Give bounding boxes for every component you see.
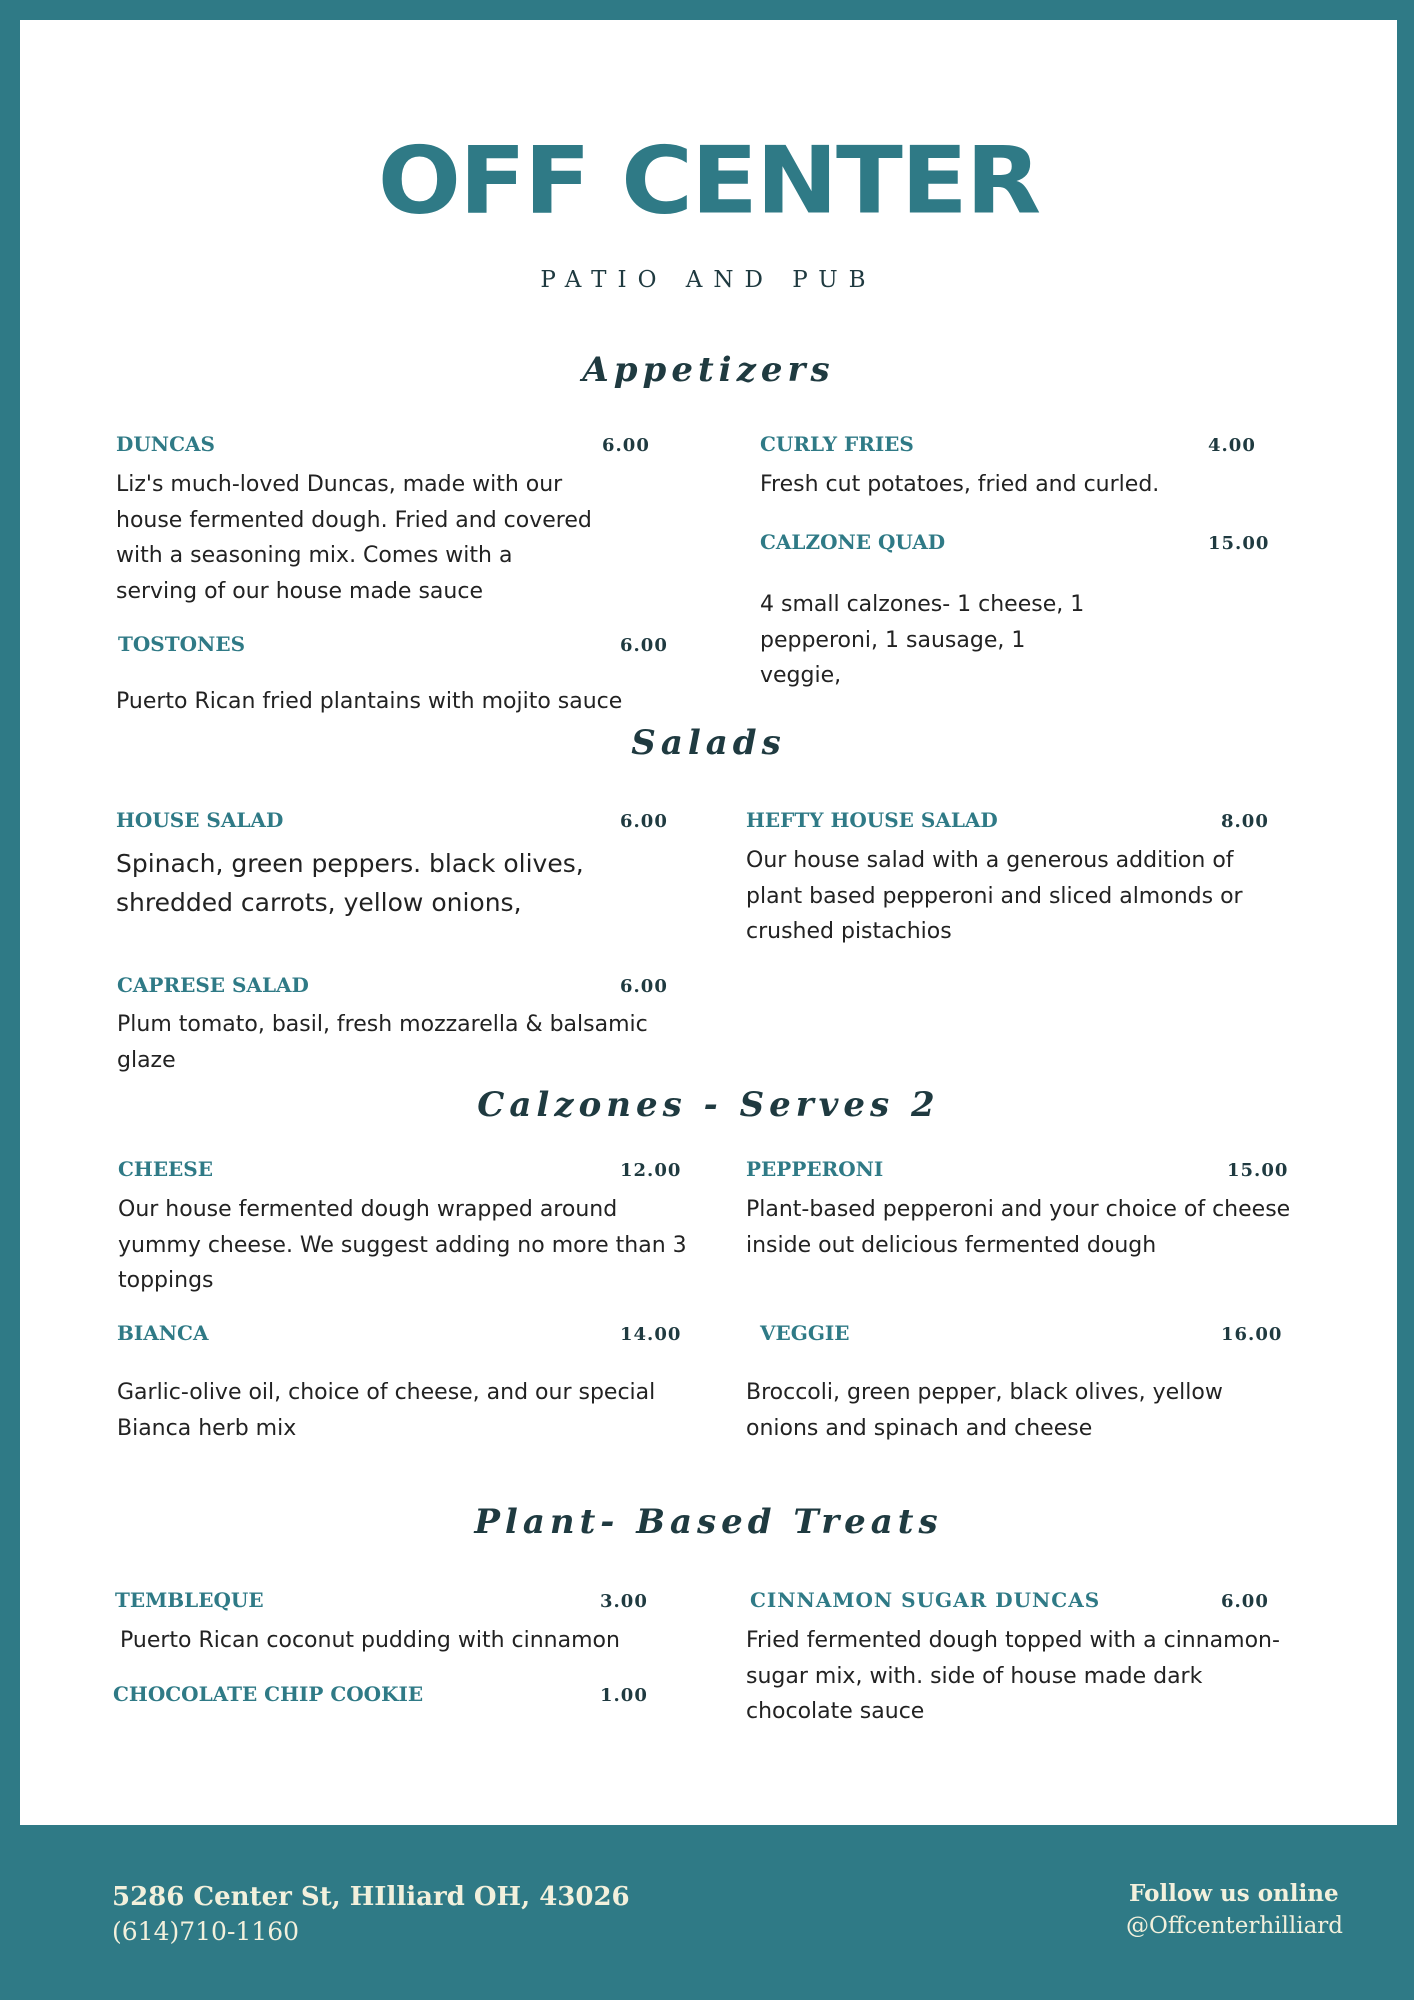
section-title-salads: Salads (631, 723, 786, 763)
item-price-tostones: 6.00 (620, 635, 668, 656)
tagline: PATIO AND PUB (540, 267, 877, 293)
footer-address: 5286 Center St, HIlliard OH, 43026 (112, 1882, 630, 1912)
item-price-calzone-quad: 15.00 (1208, 533, 1270, 554)
item-name-bianca: BIANCA (117, 1321, 209, 1345)
item-name-house-salad: HOUSE SALAD (116, 808, 284, 832)
item-name-cheese: CHEESE (118, 1157, 213, 1181)
item-name-tembleque: TEMBLEQUE (115, 1588, 264, 1612)
item-price-hefty-house-salad: 8.00 (1221, 811, 1269, 832)
item-desc-duncas: Liz's much-loved Duncas, made with our house fermented dough. Fried and covered with a seasoning mix. Comes with a serving of our house made sauce (116, 472, 592, 604)
item-desc-bianca: Garlic-olive oil, choice of cheese, and our special Bianca herb mix (117, 1380, 656, 1441)
item-desc-hefty-house-salad: Our house salad with a generous addition of plant based pepperoni and sliced almonds or crushed pistachios (746, 848, 1243, 944)
item-name-chocolate-chip-cookie: CHOCOLATE CHIP COOKIE (113, 1682, 424, 1706)
item-price-caprese-salad: 6.00 (620, 976, 668, 997)
item-desc-caprese-salad: Plum tomato, basil, fresh mozzarella & balsamic glaze (117, 1012, 648, 1073)
item-name-pepperoni: PEPPERONI (746, 1157, 884, 1181)
item-name-hefty-house-salad: HEFTY HOUSE SALAD (746, 808, 998, 832)
item-price-bianca: 14.00 (620, 1324, 682, 1345)
item-name-cinnamon-sugar-duncas: CINNAMON SUGAR DUNCAS (750, 1588, 1101, 1612)
item-desc-veggie: Broccoli, green pepper, black olives, yellow onions and spinach and cheese (746, 1380, 1223, 1441)
item-price-veggie: 16.00 (1221, 1324, 1283, 1345)
brand-logo: OFF CENTER (377, 126, 1040, 236)
item-desc-pepperoni: Plant-based pepperoni and your choice of cheese inside out delicious fermented dough (746, 1197, 1291, 1258)
item-price-curly-fries: 4.00 (1208, 435, 1256, 456)
item-name-veggie: VEGGIE (760, 1321, 850, 1345)
item-desc-house-salad: Spinach, green peppers. black olives, shredded carrots, yellow onions, (116, 849, 584, 917)
section-title-appetizers: Appetizers (582, 350, 835, 390)
item-price-house-salad: 6.00 (620, 811, 668, 832)
item-desc-cinnamon-sugar-duncas: Fried fermented dough topped with a cinnamon-sugar mix, with. side of house made dark chocolate sauce (746, 1628, 1280, 1724)
section-title-treats: Plant- Based Treats (474, 1502, 943, 1542)
item-price-pepperoni: 15.00 (1227, 1160, 1289, 1181)
item-name-duncas: DUNCAS (116, 432, 215, 456)
item-price-cinnamon-sugar-duncas: 6.00 (1221, 1591, 1269, 1612)
item-price-cheese: 12.00 (620, 1160, 682, 1181)
item-desc-tostones: Puerto Rican fried plantains with mojito sauce (116, 689, 623, 714)
item-price-chocolate-chip-cookie: 1.00 (600, 1685, 648, 1706)
item-price-duncas: 6.00 (602, 435, 650, 456)
footer-social-handle[interactable]: @Offcenterhilliard (1126, 1913, 1344, 1939)
item-name-tostones: TOSTONES (118, 632, 246, 656)
menu-page (20, 20, 1397, 1825)
item-desc-tembleque: Puerto Rican coconut pudding with cinnamon (120, 1628, 620, 1653)
footer-phone: (614)710-1160 (112, 1917, 300, 1946)
item-desc-calzone-quad: 4 small calzones- 1 cheese, 1 pepperoni, 1 sausage, 1 veggie, (760, 592, 1085, 688)
section-title-calzones: Calzones - Serves 2 (477, 1085, 940, 1125)
footer-follow-label: Follow us online (1129, 1880, 1339, 1907)
item-price-tembleque: 3.00 (600, 1591, 648, 1612)
item-desc-curly-fries: Fresh cut potatoes, fried and curled. (760, 472, 1160, 497)
item-name-curly-fries: CURLY FRIES (760, 432, 914, 456)
item-desc-cheese: Our house fermented dough wrapped around yummy cheese. We suggest adding no more than 3 toppings (118, 1197, 687, 1293)
item-name-calzone-quad: CALZONE QUAD (760, 530, 946, 554)
item-name-caprese-salad: CAPRESE SALAD (117, 973, 309, 997)
